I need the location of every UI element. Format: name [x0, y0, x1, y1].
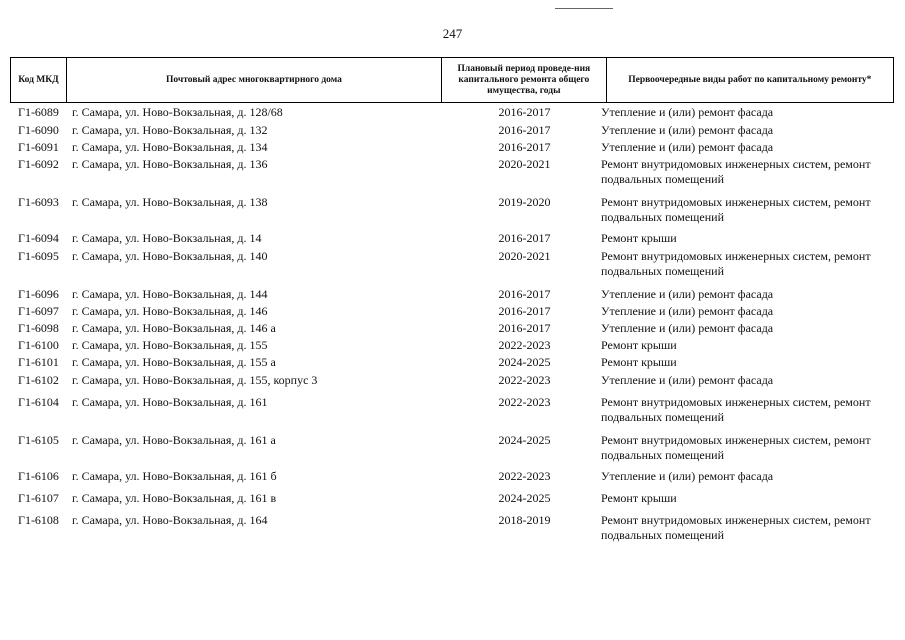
row-code: Г1-6101 [18, 355, 59, 369]
row-works: Ремонт внутридомовых инженерных систем, ремонт подвальных помещений [601, 433, 871, 462]
row-code: Г1-6096 [18, 287, 59, 301]
row-works: Утепление и (или) ремонт фасада [601, 321, 774, 335]
row-period: 2016-2017 [498, 321, 551, 335]
row-code: Г1-6092 [18, 157, 59, 171]
row-period: 2016-2017 [498, 105, 551, 119]
row-period: 2016-2017 [498, 123, 551, 137]
row-works: Утепление и (или) ремонт фасада [601, 105, 774, 119]
row-period: 2020-2021 [498, 249, 551, 263]
row-address: г. Самара, ул. Ново-Вокзальная, д. 14 [72, 231, 262, 245]
row-works: Ремонт внутридомовых инженерных систем, ремонт подвальных помещений [601, 249, 871, 278]
row-code: Г1-6095 [18, 249, 59, 263]
row-address: г. Самара, ул. Ново-Вокзальная, д. 146 [72, 304, 268, 318]
row-address: г. Самара, ул. Ново-Вокзальная, д. 164 [72, 513, 268, 527]
row-address: г. Самара, ул. Ново-Вокзальная, д. 155 а [72, 355, 276, 369]
top-rule [555, 8, 613, 9]
row-address: г. Самара, ул. Ново-Вокзальная, д. 134 [72, 140, 268, 154]
header-code: Код МКД [11, 58, 67, 102]
header-works: Первоочередные виды работ по капитальному ремонту* [628, 74, 872, 85]
row-works: Ремонт крыши [601, 338, 677, 352]
row-address: г. Самара, ул. Ново-Вокзальная, д. 161 а [72, 433, 276, 447]
row-address: г. Самара, ул. Ново-Вокзальная, д. 140 [72, 249, 268, 263]
row-code: Г1-6097 [18, 304, 59, 318]
row-code: Г1-6104 [18, 395, 59, 409]
row-address: г. Самара, ул. Ново-Вокзальная, д. 155 [72, 338, 268, 352]
row-code: Г1-6098 [18, 321, 59, 335]
row-address: г. Самара, ул. Ново-Вокзальная, д. 144 [72, 287, 268, 301]
row-period: 2022-2023 [498, 373, 551, 387]
table-header [10, 57, 894, 103]
row-works: Ремонт внутридомовых инженерных систем, ремонт подвальных помещений [601, 513, 871, 542]
header-address: Почтовый адрес многоквартирного дома [67, 58, 442, 102]
row-works: Ремонт крыши [601, 491, 677, 505]
row-code: Г1-6105 [18, 433, 59, 447]
row-address: г. Самара, ул. Ново-Вокзальная, д. 128/68 [72, 105, 283, 119]
row-works: Утепление и (или) ремонт фасада [601, 373, 774, 387]
row-code: Г1-6090 [18, 123, 59, 137]
row-period: 2018-2019 [498, 513, 551, 527]
row-code: Г1-6102 [18, 373, 59, 387]
row-works: Ремонт крыши [601, 355, 677, 369]
row-address: г. Самара, ул. Ново-Вокзальная, д. 155, корпус 3 [72, 373, 318, 387]
header-period: Плановый период проведе-ния капитального ремонта общего имущества, годы [442, 58, 607, 102]
row-code: Г1-6107 [18, 491, 59, 505]
page-number: 247 [442, 26, 463, 41]
row-period: 2019-2020 [498, 195, 551, 209]
row-works: Ремонт крыши [601, 231, 677, 245]
row-works: Ремонт внутридомовых инженерных систем, ремонт подвальных помещений [601, 157, 871, 186]
row-address: г. Самара, ул. Ново-Вокзальная, д. 146 а [72, 321, 276, 335]
row-code: Г1-6089 [18, 105, 59, 119]
row-code: Г1-6091 [18, 140, 59, 154]
row-period: 2016-2017 [498, 304, 551, 318]
row-address: г. Самара, ул. Ново-Вокзальная, д. 138 [72, 195, 268, 209]
row-works: Утепление и (или) ремонт фасада [601, 140, 774, 154]
row-works: Ремонт внутридомовых инженерных систем, ремонт подвальных помещений [601, 195, 871, 224]
row-period: 2022-2023 [498, 469, 551, 483]
row-period: 2016-2017 [498, 287, 551, 301]
row-address: г. Самара, ул. Ново-Вокзальная, д. 132 [72, 123, 268, 137]
row-period: 2020-2021 [498, 157, 551, 171]
row-period: 2016-2017 [498, 140, 551, 154]
row-works: Утепление и (или) ремонт фасада [601, 304, 774, 318]
row-address: г. Самара, ул. Ново-Вокзальная, д. 161 б [72, 469, 277, 483]
row-period: 2024-2025 [498, 491, 551, 505]
row-works: Утепление и (или) ремонт фасада [601, 123, 774, 137]
row-address: г. Самара, ул. Ново-Вокзальная, д. 136 [72, 157, 268, 171]
row-code: Г1-6106 [18, 469, 59, 483]
row-code: Г1-6100 [18, 338, 59, 352]
row-works: Утепление и (или) ремонт фасада [601, 469, 774, 483]
row-period: 2024-2025 [498, 355, 551, 369]
row-address: г. Самара, ул. Ново-Вокзальная, д. 161 в [72, 491, 277, 505]
row-works: Ремонт внутридомовых инженерных систем, ремонт подвальных помещений [601, 395, 871, 424]
row-period: 2016-2017 [498, 231, 551, 245]
row-works: Утепление и (или) ремонт фасада [601, 287, 774, 301]
row-address: г. Самара, ул. Ново-Вокзальная, д. 161 [72, 395, 268, 409]
row-code: Г1-6093 [18, 195, 59, 209]
row-code: Г1-6094 [18, 231, 59, 245]
row-code: Г1-6108 [18, 513, 59, 527]
row-period: 2024-2025 [498, 433, 551, 447]
row-period: 2022-2023 [498, 338, 551, 352]
row-period: 2022-2023 [498, 395, 551, 409]
